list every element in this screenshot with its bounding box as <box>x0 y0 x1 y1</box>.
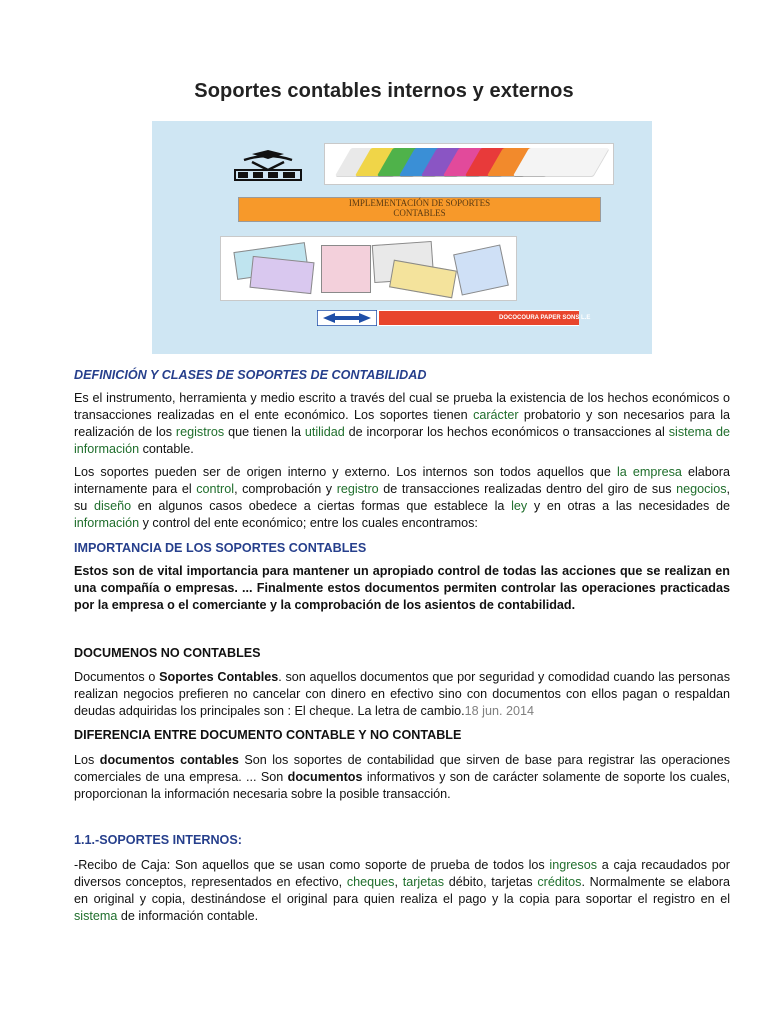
heading-definicion: DEFINICIÓN Y CLASES DE SOPORTES DE CONTABILIDAD <box>74 368 427 382</box>
link-ingresos[interactable]: ingresos <box>549 858 598 872</box>
link-tarjetas[interactable]: tarjetas <box>402 875 445 889</box>
heading-importancia: IMPORTANCIA DE LOS SOPORTES CONTABLES <box>74 541 367 555</box>
link-registros[interactable]: registros <box>175 425 225 439</box>
page-title: Soportes contables internos y externos <box>194 80 574 102</box>
cover-strip-bar: DOCOCOURA PAPER SONS L.E <box>379 311 579 325</box>
link-cheques[interactable]: cheques <box>346 875 395 889</box>
paragraph-diferencia: Los documentos contables Son los soportes de contabilidad que sirven de base para registrar las operaciones comerciales de una empresa. ... Son documentos informativos y son de carácter solamente de soporte los cuales, proporcionan la información necesaria sobre la posible transacción. <box>74 753 730 801</box>
banner-line-2: CONTABLES <box>393 208 446 218</box>
documents-picture <box>220 236 517 301</box>
heading-diferencia: DIFERENCIA ENTRE DOCUMENTO CONTABLE Y NO CONTABLE <box>74 728 462 742</box>
paragraph-no-contables: Documentos o Soportes Contables. son aquellos documentos que por seguridad y comodidad cuando las personas realizan negocios prefieren no cancelar con dinero en efectivo sino con documentos con ellos pagan o respaldan deudas adquiridas los principales son : El cheque. La letra de cambio.18 jun. 2014 <box>74 670 730 718</box>
company-logo <box>317 310 377 326</box>
paragraph-recibo-caja: -Recibo de Caja: Son aquellos que se usan como soporte de prueba de todos los ingresos a caja recaudados por diversos conceptos, representados en efectivo, cheques, tarjetas débito, tarjetas créditos. Normalmente se elabora en original y copia, destinándose el original para quien realiza el pago y la copia para soportar el registro en el sistema de información contable. <box>74 858 731 923</box>
link-sistema-informacion[interactable]: sistema de información <box>74 425 730 456</box>
date-label: 18 jun. 2014 <box>464 704 534 718</box>
cover-logo-strip <box>317 310 591 326</box>
link-utilidad[interactable]: utilidad <box>304 425 345 439</box>
link-sistema[interactable]: sistema <box>74 909 118 923</box>
heading-no-contables: DOCUMENOS NO CONTABLES <box>74 646 261 660</box>
paragraph-definicion: Es el instrumento, herramienta y medio escrito a través del cual se prueba la existencia de los hechos económicos o transacciones realizadas en el ente económico. Los soportes tienen carácter probatorio y son necesarios para la realización de los registros que tienen la utilidad de incorporar los hechos económicos o transacciones al sistema de información contable. <box>74 391 730 456</box>
books-picture <box>324 143 614 185</box>
link-informacion[interactable]: información <box>74 516 140 530</box>
link-diseno[interactable]: diseño <box>93 499 132 513</box>
link-ley[interactable]: ley <box>511 499 528 513</box>
cover-image <box>152 121 652 354</box>
banner-line-1: IMPLEMENTACIÓN DE SOPORTES <box>348 198 491 208</box>
link-negocios[interactable]: negocios <box>676 482 727 496</box>
sena-logo <box>222 150 314 182</box>
link-registro[interactable]: registro <box>336 482 379 496</box>
paragraph-origen: Los soportes pueden ser de origen interno y externo. Los internos son todos aquellos que la empresa elabora internamente para el control, comprobación y registro de transacciones realizadas dentro del giro de sus negocios, su diseño en algunos casos obedece a ciertas formas que establece la ley y en otras a las necesidades de información y control del ente económico; entre los cuales encontramos: <box>74 465 731 530</box>
heading-soportes-internos: 1.1.-SOPORTES INTERNOS: <box>74 833 242 847</box>
link-caracter[interactable]: carácter <box>473 408 519 422</box>
link-control[interactable]: control <box>196 482 235 496</box>
link-la-empresa[interactable]: la empresa <box>616 465 682 479</box>
cover-banner <box>238 197 601 222</box>
paragraph-importancia: Estos son de vital importancia para mantener un apropiado control de todas las acciones que se realizan en una compañía o empresas. ... Finalmente estos documentos permiten controlar las operaciones practicadas por la empresa o el comerciante y la comprobación de los asientos de contabilidad. <box>74 564 730 612</box>
link-creditos[interactable]: créditos <box>537 875 582 889</box>
